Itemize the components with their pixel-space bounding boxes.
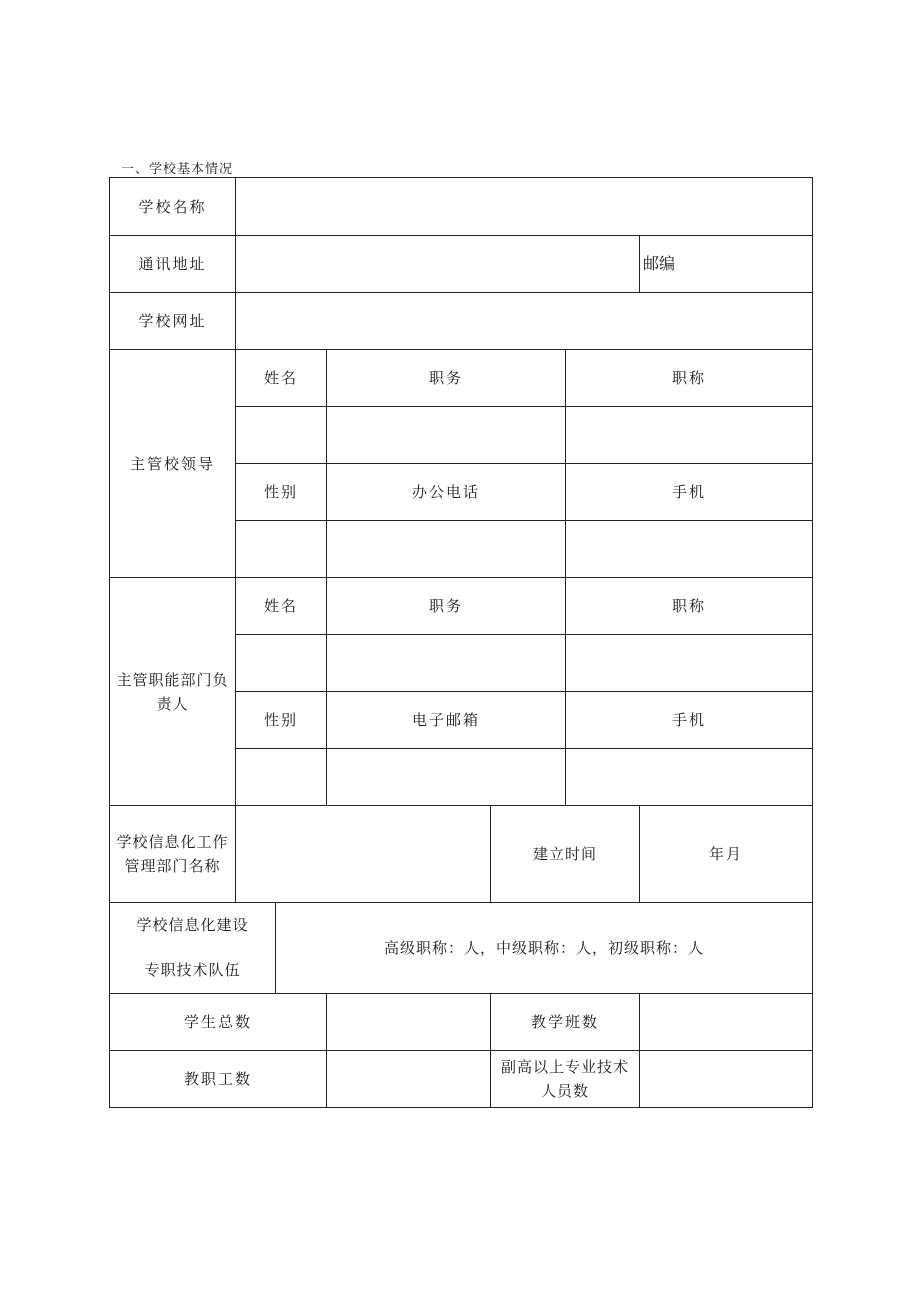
dept-title-header: 职称 [671,597,706,615]
address-field[interactable] [236,236,639,292]
dept-gender-field[interactable] [236,749,326,805]
postcode-label: 邮编 [643,254,676,273]
leader-office-phone-field[interactable] [327,521,565,577]
it-dept-name-field[interactable] [236,806,490,902]
senior-staff-label-line1: 副高以上专业技术 [500,1058,629,1076]
founded-label: 建立时间 [532,845,597,863]
it-team-label-line1: 学校信息化建设 [136,916,249,934]
leader-name-field[interactable] [236,407,326,463]
dept-head-label-line1: 主管职能部门负 [116,670,229,689]
address-label: 通讯地址 [138,255,207,273]
dept-email-field[interactable] [327,749,565,805]
section-title: 一、学校基本情况 [121,162,234,177]
it-team-label-line2: 专职技术队伍 [144,961,241,979]
dept-name-field[interactable] [236,635,326,691]
it-dept-label [110,806,235,902]
dept-gender-header: 性别 [263,711,298,729]
website-field[interactable] [236,293,812,349]
leader-title-field[interactable] [566,407,812,463]
dept-mobile-header: 手机 [671,711,706,729]
school-name-label: 学校名称 [138,197,207,216]
senior-staff-field[interactable] [640,1051,812,1107]
dept-position-field[interactable] [327,635,565,691]
staff-label: 教职工数 [183,1070,252,1088]
students-label: 学生总数 [183,1013,252,1031]
dept-head-label [110,578,235,805]
staff-field[interactable] [327,1051,490,1107]
dept-name-header: 姓名 [263,597,298,615]
leader-position-field[interactable] [327,407,565,463]
leader-office-phone-header: 办公电话 [411,483,480,501]
table-border [109,1107,812,1108]
leader-mobile-field[interactable] [566,521,812,577]
it-dept-label-line2: 管理部门名称 [124,857,221,875]
leader-position-header: 职务 [428,369,463,387]
it-team-value[interactable]: 高级职称：人，中级职称：人，初级职称：人 [383,939,704,957]
table-border [812,177,813,1108]
school-name-field[interactable] [236,178,812,235]
dept-position-header: 职务 [428,597,463,615]
leader-name-header: 姓名 [263,369,298,387]
students-field[interactable] [327,994,490,1050]
website-label: 学校网址 [138,312,207,330]
senior-staff-label-line2: 人员数 [540,1082,589,1100]
classes-label: 教学班数 [530,1013,599,1031]
dept-title-field[interactable] [566,635,812,691]
it-team-label [110,903,275,993]
it-dept-label-line1: 学校信息化工作 [116,833,229,851]
leader-gender-header: 性别 [263,483,298,501]
leader-mobile-header: 手机 [671,483,706,501]
dept-mobile-field[interactable] [566,749,812,805]
founded-year-month-field[interactable]: 年月 [708,845,743,863]
classes-field[interactable] [640,994,812,1050]
leader-gender-field[interactable] [236,521,326,577]
leader-label: 主管校领导 [129,454,215,473]
senior-staff-label [491,1051,639,1107]
leader-title-header: 职称 [671,369,706,387]
dept-email-header: 电子邮箱 [411,711,480,729]
dept-head-label-line2: 责人 [156,694,189,713]
postcode-field[interactable] [700,236,812,292]
